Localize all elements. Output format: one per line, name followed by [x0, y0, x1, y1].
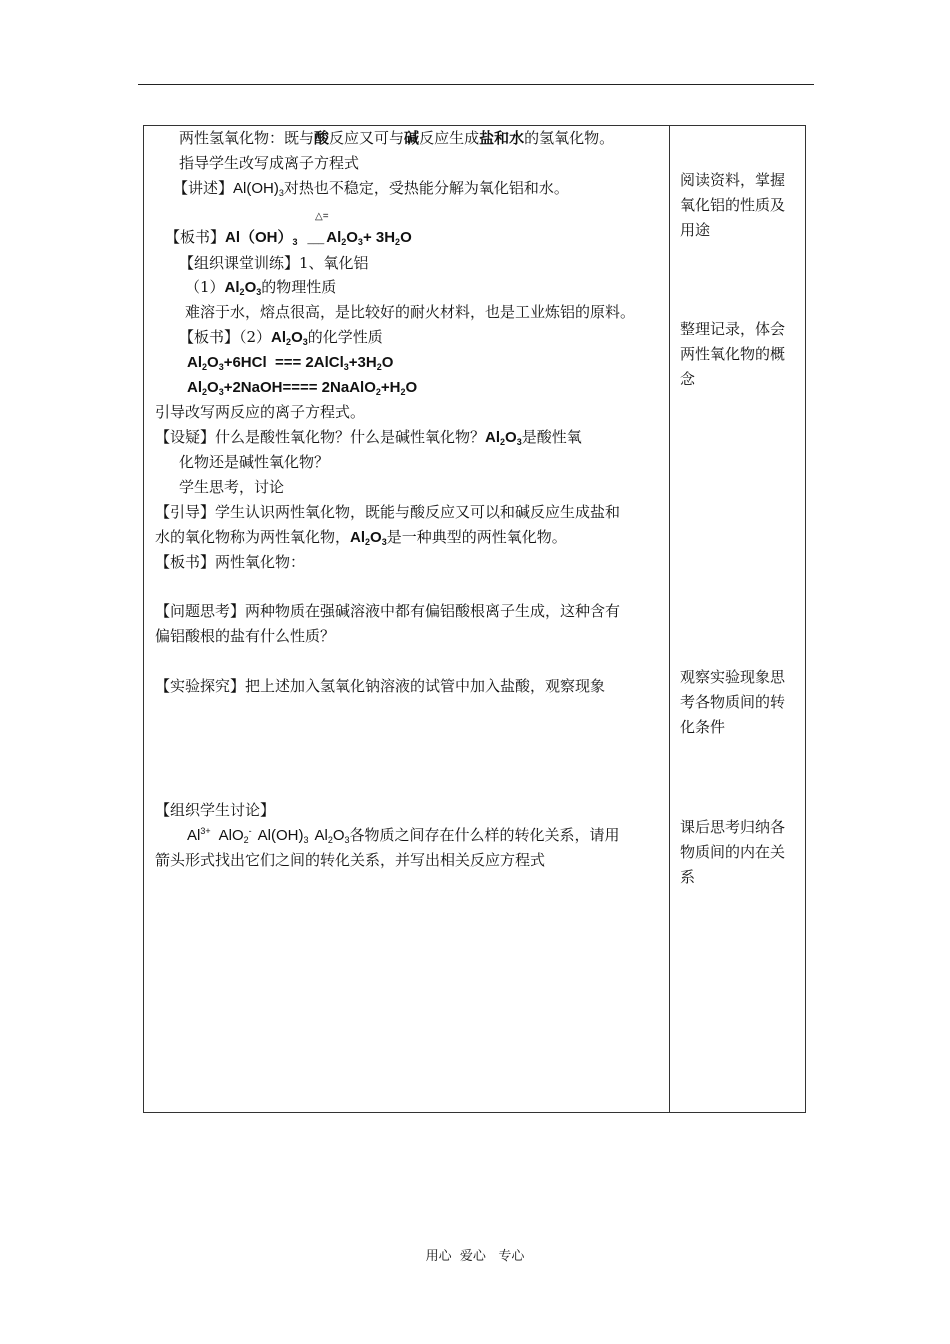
text-line-20: 【实验探究】把上述加入氢氧化钠溶液的试管中加入盐酸，观察现象 [155, 677, 606, 695]
text-line-12: 【设疑】什么是酸性氧化物？什么是碱性氧化物？$Al_2O_3$是酸性氧 [155, 428, 582, 447]
text-line-15: 【引导】学生认识两性氧化物，既能与酸反应又可以和碱反应生成盐和 [155, 503, 621, 521]
note-block-2: 整理记录，体会 两性氧化物的概 念 [680, 320, 786, 388]
text-line-13: 化物还是碱性氧化物？ [179, 453, 330, 471]
text-line-19: 偏铝酸根的盐有什么性质？ [155, 627, 336, 645]
column-divider [669, 125, 670, 1113]
text-line-3: 【讲述】$Al(OH)_3$对热也不稳定，受热能分解为氧化铝和水。 [173, 179, 569, 198]
text-line-18: 【问题思考】两种物质在强碱溶液中都有偏铝酸根离子生成，这种含有 [155, 602, 621, 620]
heat-symbol: △= [315, 211, 329, 222]
text-line-16: 水的氧化物称为两性氧化物，$Al_2O_3$是一种典型的两性氧化物。 [155, 528, 567, 547]
header-rule [138, 84, 814, 85]
text-line-11: 引导改写两反应的离子方程式。 [155, 403, 366, 421]
text-line-6: $(1)Al_2O_3$的物理性质 [185, 278, 337, 297]
text-line-5: 【组织课堂训练】1、氧化铝 [179, 254, 369, 272]
text-line-21: 【组织学生讨论】 [155, 801, 276, 819]
text-line-8: 【板书】$(2)Al_2O_3$的化学性质 [179, 328, 383, 347]
note-block-4: 课后思考归纳各 物质间的内在关 系 [680, 818, 786, 886]
page-footer: 用心 爱心 专心 [425, 1249, 525, 1264]
text-line-4: 【板书】$Al(OH)_3$ ___ $Al_2O_3+ 3H_2O$ [165, 228, 412, 247]
text-line-14: 学生思考，讨论 [179, 478, 285, 496]
text-line-22: Al$^{3+}$ AlO$_2$- $Al(OH)_3$ $Al_2O_3$各物质之间存在什么样的转化关系，请用 [187, 826, 620, 845]
equation-hcl: $Al_2O_3+6HCl$ === $2AlCl_3+3H_2O$ [187, 354, 394, 372]
text-line-2: 指导学生改写成离子方程式 [179, 154, 360, 172]
text-line-23: 箭头形式找出它们之间的转化关系，并写出相关反应方程式 [155, 851, 546, 869]
equation-naoh: $Al_2O_3+2NaOH====$ $2NaAlO_2+H_2O$ [187, 379, 418, 397]
text-line-17: 【板书】两性氧化物： [155, 553, 306, 571]
note-block-3: 观察实验现象思 考各物质间的转 化条件 [680, 668, 786, 736]
text-line-1: 两性氢氧化物：既与酸反应又可与碱反应生成盐和水的氢氧化物。 [179, 129, 615, 147]
note-block-1: 阅读资料，掌握 氧化铝的性质及 用途 [680, 171, 786, 239]
text-line-7: 难溶于水，熔点很高，是比较好的耐火材料，也是工业炼铝的原料。 [185, 303, 636, 321]
